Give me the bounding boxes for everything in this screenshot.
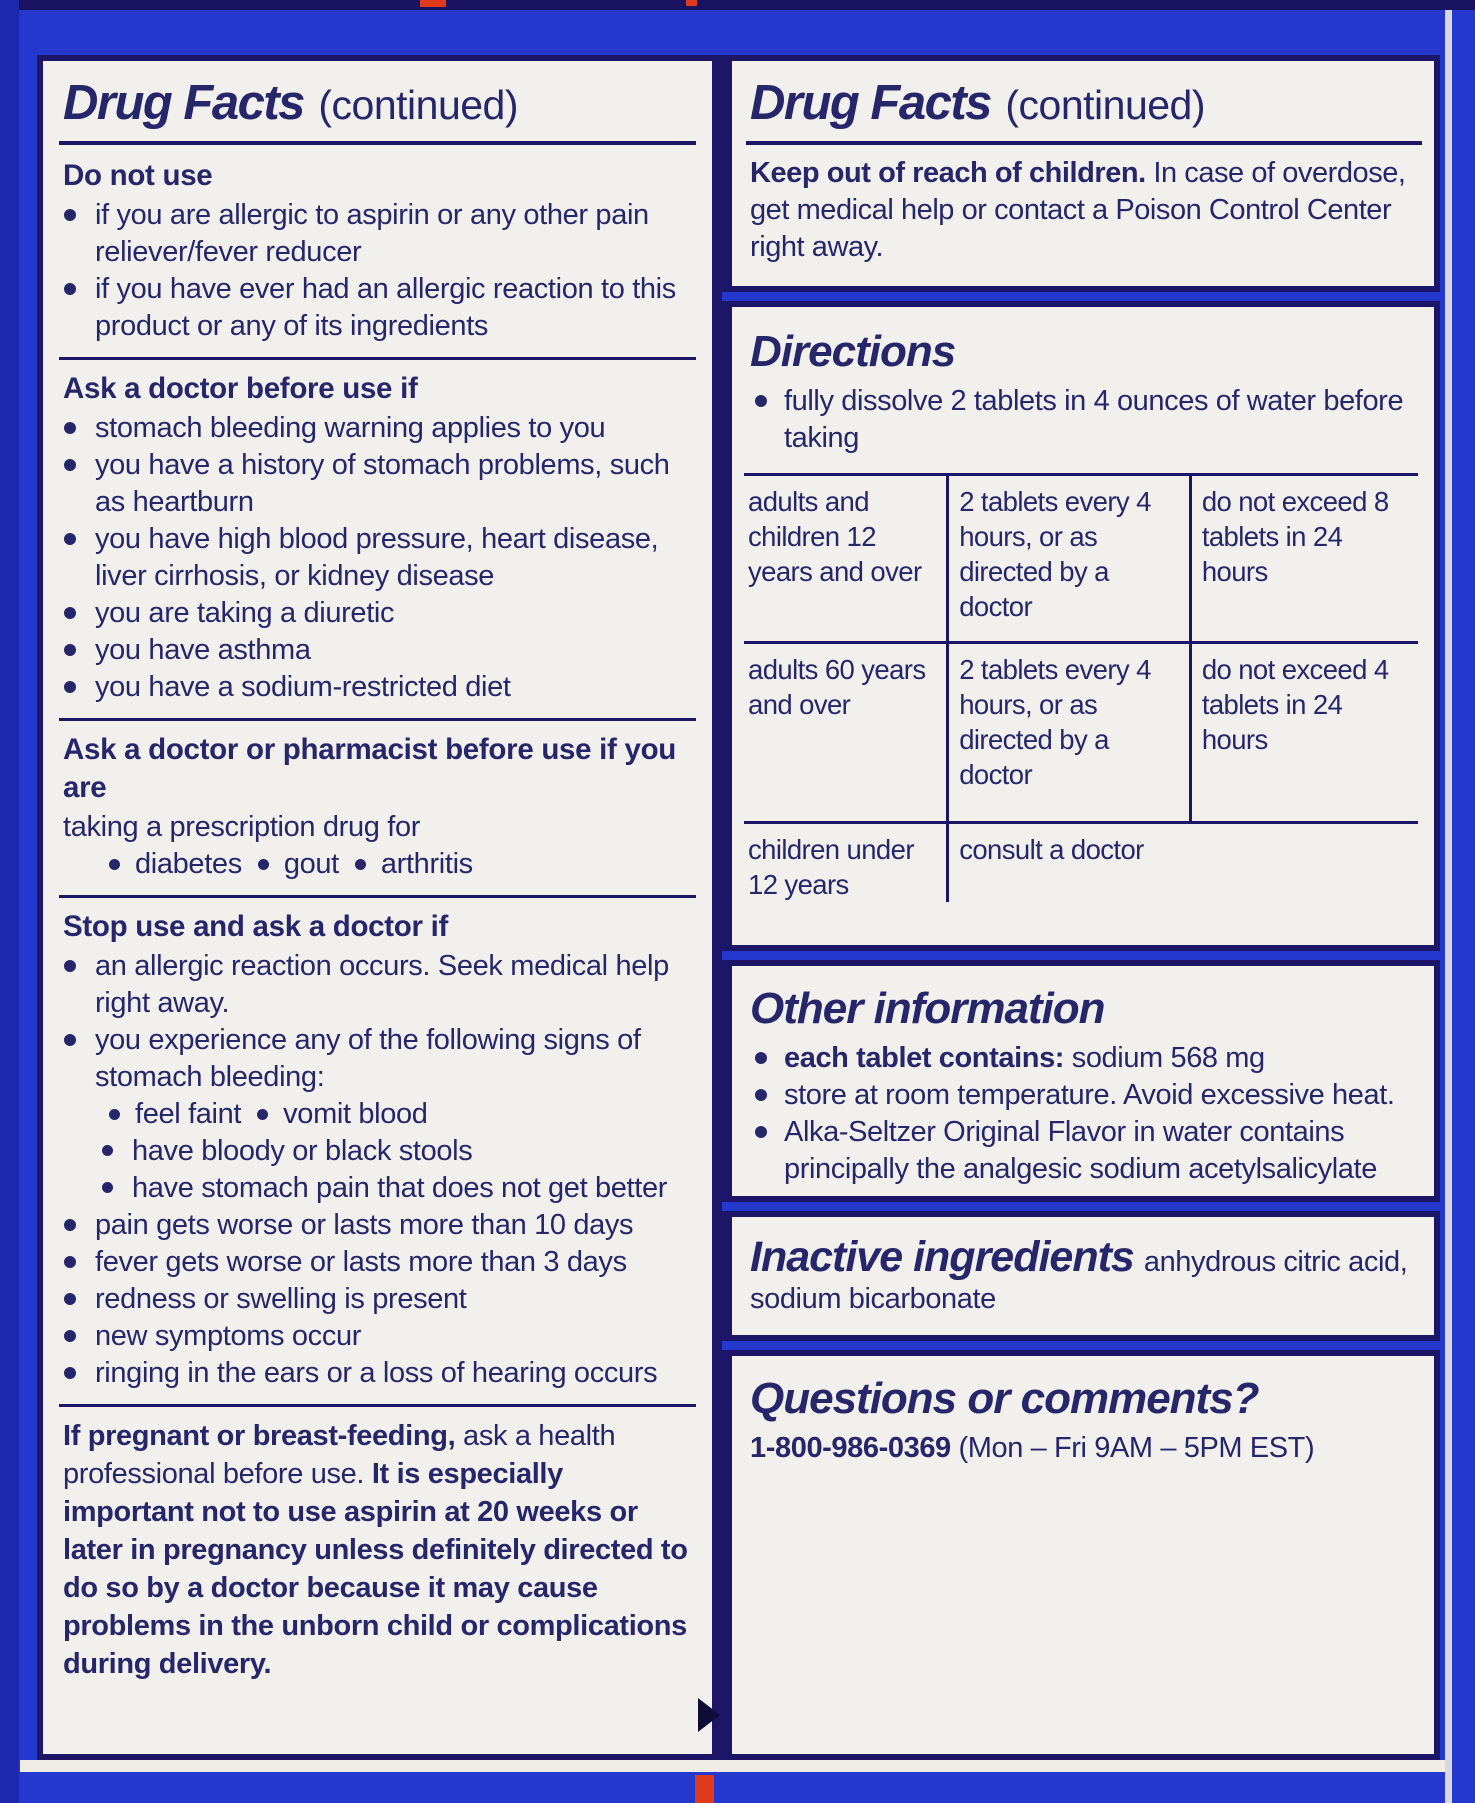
bullet-dot xyxy=(64,283,76,295)
bullet-item: if you are allergic to aspirin or any other pain reliever/fever reducer xyxy=(57,197,698,271)
bullet-dot xyxy=(64,1219,76,1231)
section-stop-use xyxy=(57,898,698,1404)
bullet-dot xyxy=(64,1293,76,1305)
inline-bullet-row xyxy=(109,846,698,883)
section-ask-doctor-or-pharmacist xyxy=(57,721,698,895)
dosage-table-cell-age: children under 12 years xyxy=(748,834,914,900)
bullet-dot xyxy=(64,644,76,656)
sub-bullet-item: have bloody or black stools xyxy=(57,1133,698,1170)
inactive-ingredients-panel xyxy=(722,1211,1440,1341)
box-right-crease xyxy=(1445,10,1452,1803)
continued-arrow-icon xyxy=(698,1698,720,1732)
dosage-table-cell-dose: 2 tablets every 4 hours, or as directed by a doctor xyxy=(946,644,1189,824)
bullet-dot xyxy=(755,1126,767,1138)
bullet-dot xyxy=(258,859,269,870)
other-information-heading: Other information xyxy=(750,984,1105,1033)
box-bottom-crease xyxy=(20,1760,1445,1772)
dosage-table-cell-limit: do not exceed 4 tablets in 24 hours xyxy=(1189,644,1418,824)
inline-bullet-row xyxy=(109,1096,698,1133)
other-information-bullets xyxy=(744,1040,1424,1188)
drug-facts-right-column xyxy=(722,55,1440,1760)
box-top-edge xyxy=(0,0,1475,10)
questions-panel xyxy=(722,1350,1440,1760)
bullet-dot xyxy=(109,1109,120,1120)
section-ask-a-doctor xyxy=(57,360,698,718)
section-do-not-use xyxy=(57,147,698,357)
bullet-dot xyxy=(102,1182,113,1193)
bullet-dot xyxy=(64,1330,76,1342)
section-heading-continuation: taking a prescription drug for xyxy=(63,811,421,843)
bullet-item: diabetes xyxy=(109,846,242,883)
directions-bullets xyxy=(744,383,1424,457)
section-heading: Stop use and ask a doctor if xyxy=(63,910,449,943)
questions-heading: Questions or comments? xyxy=(750,1374,1259,1423)
keep-out-of-reach-text: Keep out of reach of children. In case of overdose, get medical help or contact a Poison Control Center right away. xyxy=(750,157,1406,263)
bullet-dot xyxy=(102,1145,113,1156)
dosage-table-cell-age: adults 60 years and over xyxy=(744,644,946,824)
registration-mark xyxy=(420,0,446,7)
bullet-item: redness or swelling is present xyxy=(57,1281,698,1318)
title-divider xyxy=(59,141,696,145)
section-heading: Do not use xyxy=(63,159,213,192)
bullet-dot xyxy=(755,395,767,407)
bullet-item: if you have ever had an allergic reaction to this product or any of its ingredients xyxy=(57,271,698,345)
bullet-dot xyxy=(64,1256,76,1268)
bullet-item: vomit blood xyxy=(257,1096,427,1133)
bullet-dot xyxy=(109,859,120,870)
bullet-item: you have a sodium-restricted diet xyxy=(57,669,698,706)
dosage-table-cell-age: adults and children 12 years and over xyxy=(744,476,946,644)
directions-heading: Directions xyxy=(750,327,956,376)
drug-facts-left-panel xyxy=(37,55,722,1760)
sub-bullet-item: have stomach pain that does not get better xyxy=(57,1170,698,1207)
section-pregnant-warning xyxy=(57,1407,698,1695)
section-heading: Ask a doctor before use if xyxy=(63,372,418,405)
drug-facts-title: Drug Facts xyxy=(750,76,991,130)
bullet-dot xyxy=(64,459,76,471)
dosage-table-cell-limit: do not exceed 8 tablets in 24 hours xyxy=(1189,476,1418,644)
right-panel-header xyxy=(744,67,1424,133)
bullet-item: gout xyxy=(258,846,339,883)
bullet-item: you are taking a diuretic xyxy=(57,595,698,632)
bullet-item: each tablet contains: sodium 568 mg xyxy=(744,1040,1424,1077)
bullet-dot xyxy=(64,960,76,972)
bullet-dot xyxy=(755,1089,767,1101)
keep-out-of-reach-panel xyxy=(722,55,1440,292)
bullet-dot xyxy=(355,859,366,870)
bullet-dot xyxy=(64,1367,76,1379)
directions-panel xyxy=(722,301,1440,951)
title-divider xyxy=(746,141,1422,145)
phone-hours: (Mon – Fri 9AM – 5PM EST) xyxy=(950,1432,1315,1464)
bullet-item: stomach bleeding warning applies to you xyxy=(57,410,698,447)
bullet-dot xyxy=(755,1052,767,1064)
bullet-item: new symptoms occur xyxy=(57,1318,698,1355)
section-heading: Ask a doctor or pharmacist before use if you are xyxy=(63,733,677,804)
bullet-dot xyxy=(64,681,76,693)
bullet-item: ringing in the ears or a loss of hearing occurs xyxy=(57,1355,698,1392)
bullet-item: Alka-Seltzer Original Flavor in water contains principally the analgesic sodium acetylsalicylate xyxy=(744,1114,1424,1188)
bullet-item: arthritis xyxy=(355,846,473,883)
bullet-dot xyxy=(64,422,76,434)
bullet-item: an allergic reaction occurs. Seek medical help right away. xyxy=(57,948,698,1022)
registration-mark xyxy=(695,1775,714,1803)
left-panel-header xyxy=(57,67,698,133)
bullet-item: store at room temperature. Avoid excessive heat. xyxy=(744,1077,1424,1114)
box-left-edge xyxy=(0,0,19,1803)
dosage-table xyxy=(744,473,1418,902)
bullet-item: fully dissolve 2 tablets in 4 ounces of water before taking xyxy=(744,383,1424,457)
registration-mark xyxy=(686,0,697,6)
bullet-item: pain gets worse or lasts more than 10 days xyxy=(57,1207,698,1244)
bullet-dot xyxy=(64,1034,76,1046)
inactive-ingredients-text: Inactive ingredients anhydrous citric acid, sodium bicarbonate xyxy=(750,1233,1408,1315)
drug-facts-title: Drug Facts xyxy=(63,76,304,130)
other-information-panel xyxy=(722,960,1440,1202)
bullet-item: you have a history of stomach problems, such as heartburn xyxy=(57,447,698,521)
bullet-dot xyxy=(64,209,76,221)
drug-facts-continued-label: (continued) xyxy=(318,82,519,128)
bullet-item: feel faint xyxy=(109,1096,241,1133)
dosage-table-cell-dose: 2 tablets every 4 hours, or as directed by a doctor xyxy=(946,476,1189,644)
bullet-item: fever gets worse or lasts more than 3 days xyxy=(57,1244,698,1281)
drug-facts-continued-label: (continued) xyxy=(1005,82,1206,128)
bullet-dot xyxy=(64,607,76,619)
dosage-table-cell-dose: consult a doctor xyxy=(946,824,1418,902)
bullet-dot xyxy=(64,533,76,545)
bullet-item: you experience any of the following signs of stomach bleeding: xyxy=(57,1022,698,1096)
phone-line xyxy=(750,1430,1424,1467)
pregnant-warning-text: If pregnant or breast-feeding, ask a health professional before use. It is especially important not to use aspirin at 20 weeks or later in pregnancy unless definitely directed to do so by a doctor because it may cause problems in the unborn child or complications during delivery. xyxy=(63,1420,688,1680)
bullet-dot xyxy=(257,1109,268,1120)
inactive-ingredients-heading: Inactive ingredients xyxy=(750,1233,1134,1281)
bullet-item: you have high blood pressure, heart disease, liver cirrhosis, or kidney disease xyxy=(57,521,698,595)
phone-number: 1-800-986-0369 xyxy=(750,1432,951,1464)
bullet-item: you have asthma xyxy=(57,632,698,669)
